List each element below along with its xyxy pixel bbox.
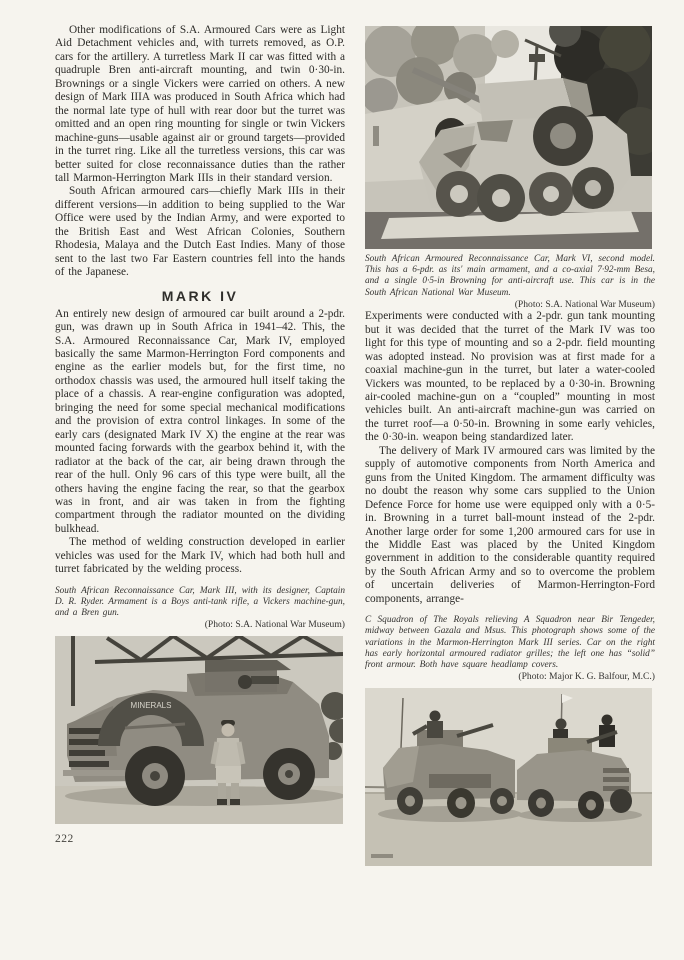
front-wheel bbox=[125, 746, 185, 806]
rear-wheel bbox=[263, 748, 315, 800]
photo-royals-desert bbox=[365, 688, 652, 866]
photo-caption: C Squadron of The Royals relieving A Squadron near Bir Tengeder, midway between Gazala and Msus. This photograph shows some of the variations in the Marmon-Herrington Mark III series. Car on the right has early horizontal armoured radiator grilles; the left one has “solid” front armour. Both have square headlamp covers. bbox=[365, 615, 655, 671]
photo-credit: (Photo: S.A. National War Museum) bbox=[204, 619, 345, 631]
paragraph: An entirely new design of armoured car built around a 2-pdr. gun, was drawn up in South Africa in 1941–42. This, the S.A. Armoured Reconnaissance Car, Mark IV, employed basically the same Marmon-Herrington Ford components and engine as the earlier models but, for the first time, no orthodox chassis was used, the armoured hull itself taking the place of a chassis. A rear-engine configuration was adopted, bringing the need for some special mechanical modifications and the provision of extra control linkages. In some of the early cars (designated Mark IV X) the engine at the rear was mounted facing forwards with the gearbox behind it, with the radiator at the back of the car, air being drawn through the rear of the hull. Only 96 cars of this type were built, all the others having the engine facing the rear, so that the gearbox was in front, and air was taken in from the fighting compartment through the radiator mounted on the dividing bulkhead. bbox=[55, 307, 345, 535]
paragraph: South African armoured cars—chiefly Mark IIIs in their different versions—in addition to being supplied to the War Office were used by the Indian Army, and were exported to the British East and West African Colonies, Southern Rhodesia, Malaya and the Dutch East Indies. Many of those sent to the last two Far Eastern countries fell into the hands of the Japanese. bbox=[55, 185, 345, 279]
photo-caption-block bbox=[55, 586, 345, 631]
visor-hatch bbox=[477, 120, 513, 142]
photo-caption-block bbox=[365, 615, 655, 683]
section-heading-mark-iv: MARK IV bbox=[161, 287, 239, 304]
paragraph: The delivery of Mark IV armoured cars was limited by the supply of automotive components from North America and guns from the United Kingdom. The armament difficulty was no doubt the reason why some cars supplied to the Union Defence Force for home use were equipped only with a 0·5-in. Browning in a turret ball-mount instead of the 2-pdr. Another large order for some 1,200 armoured cars for use in the Middle East was placed by the United Kingdom government in addition to the considerable quantity required by the South African Army and so to overcome the problem of uncertain deliveries of Marmon-Herrington-Ford components, arrange- bbox=[365, 444, 655, 605]
left-column bbox=[55, 24, 345, 845]
stowage bbox=[429, 774, 491, 788]
photo-caption-block bbox=[365, 254, 655, 310]
right-column bbox=[365, 26, 655, 866]
foreground-mark bbox=[371, 854, 393, 858]
photo-caption: South African Armoured Reconnaissance Car, Mark VI, second model. This has a 6-pdr. as its' main armament, and a co-axial 7·92-mm Besa, and a single 0·5-in Browning for anti-aircraft use. This car is in the South African National War Museum. bbox=[365, 254, 655, 298]
rear-grille bbox=[603, 768, 629, 791]
photo-mark-vi-museum bbox=[365, 26, 652, 249]
photo-credit: (Photo: S.A. National War Museum) bbox=[514, 298, 655, 310]
paragraph: Experiments were conducted with a 2-pdr. gun tank mounting but it was decided that the turret of the Mark IV was too light for this type of mounting and so a 2-pdr. field mounting was adopted instead. No provision was at first made for a coaxial machine-gun in the turret, but later a water-cooled Vickers was mounted, to be replaced by a 0·30-in. Browning air-cooled machine-gun on a “coupled” mounting in most vehicles built. An anti-aircraft machine-gun was carried on the turret roof—a 0·50-in. Browning in some early vehicles, the 0·30-in. weapon being standardized later. bbox=[365, 310, 655, 444]
painted-vehicle-name: MINERALS bbox=[130, 700, 172, 710]
raised-wheel bbox=[533, 106, 593, 166]
photo-mark-iii-with-designer bbox=[55, 636, 343, 824]
photo-caption: South African Reconnaissance Car, Mark III, with its designer, Captain D. R. Ryder. Armament is a Boys anti-tank rifle, a Vickers machine-gun, and a Bren gun. bbox=[55, 585, 345, 619]
paragraph: Other modifications of S.A. Armoured Cars were as Light Aid Detachment vehicles and, with turrets removed, as O.P. cars for the artillery. A turretless Mark II car was fitted with a quadruple Bren anti-aircraft mounting, and twin 0·30-in. Brownings or a single Vickers were carried on others. A new design of Mark IIIA was produced in South Africa which had the normal late type of hull with rear door but the turret was omitted and an open ring mounting for single or twin Vickers machine-guns—usable against air or ground targets—provided in the turret ring. Like all the turretless versions, this car was better suited for close reconnaissance duties than the rather tall Marmon-Herrington Mark IIIs in their standard version. bbox=[55, 24, 345, 184]
photo-credit: (Photo: Major K. G. Balfour, M.C.) bbox=[518, 671, 655, 683]
gun-mount bbox=[251, 676, 279, 684]
paragraph: The method of welding construction developed in earlier vehicles was used for the Mark IV, which had both hull and turret fabricated by the welding process. bbox=[55, 536, 345, 576]
page-number: 222 bbox=[55, 832, 74, 845]
